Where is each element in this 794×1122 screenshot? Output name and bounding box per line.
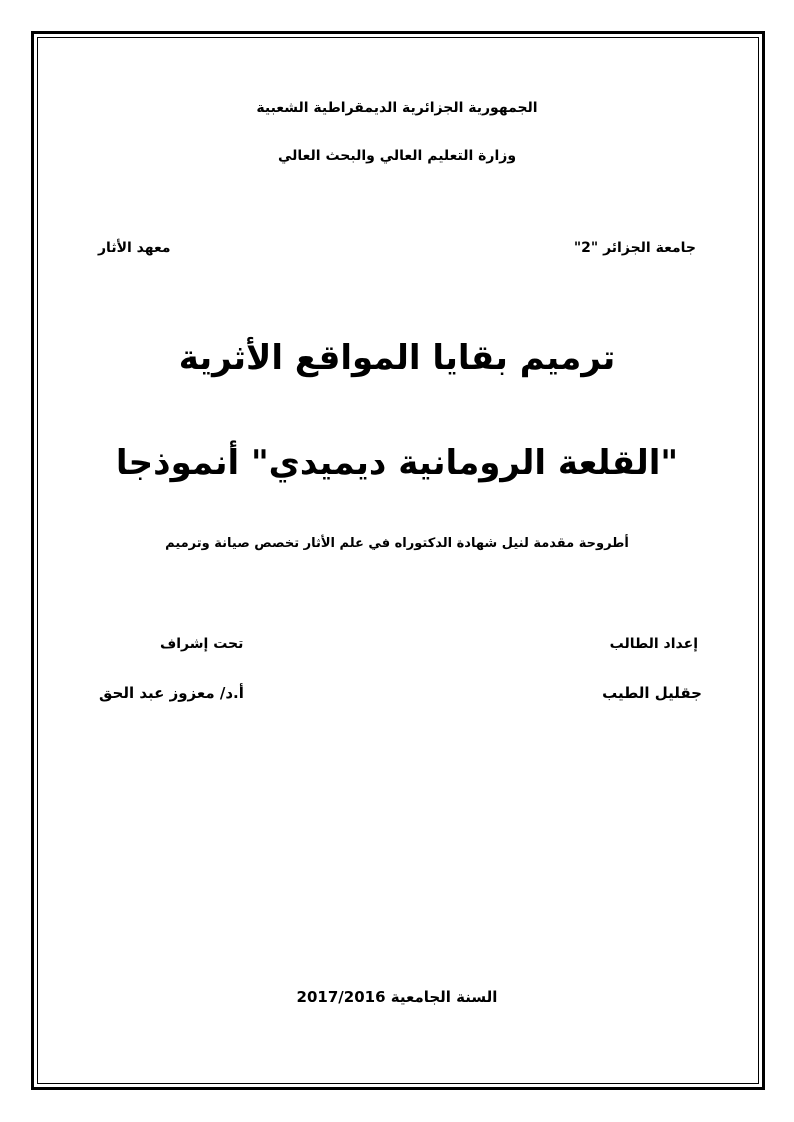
supervisor-name: أ.د/ معزوز عبد الحق <box>99 684 244 702</box>
thesis-title-line-2: "القلعة الرومانية ديميدي" أنموذجا <box>115 443 679 483</box>
academic-year: السنة الجامعية 2017/2016 <box>296 988 498 1006</box>
thesis-description: أطروحة مقدمة لنيل شهادة الدكتوراه في علم الأثار تخصص صيانة وترميم <box>165 536 629 551</box>
university-name: جامعة الجزائر "2" <box>573 240 696 256</box>
prepared-by-label: إعداد الطالب <box>609 636 698 652</box>
republic-name: الجمهورية الجزائرية الديمقراطية الشعبية <box>256 100 538 116</box>
page-border-inner <box>37 37 759 1084</box>
student-name: جقليل الطيب <box>602 684 702 702</box>
thesis-title-line-1: ترميم بقايا المواقع الأثرية <box>178 338 616 378</box>
supervision-label: تحت إشراف <box>160 636 244 652</box>
institute-name: معهد الأثار <box>98 240 171 256</box>
ministry-name: وزارة التعليم العالي والبحث العالي <box>277 148 517 164</box>
